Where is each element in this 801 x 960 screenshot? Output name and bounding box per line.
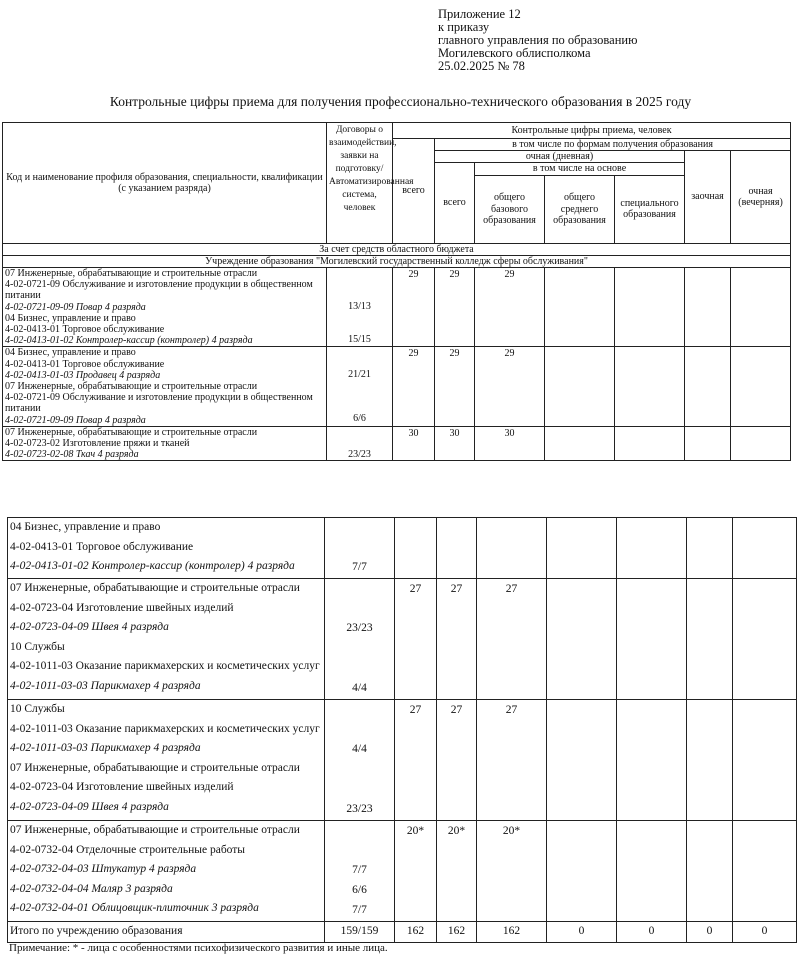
empty-cell: [731, 426, 791, 461]
empty-cell: [615, 347, 685, 426]
table-row: [3, 347, 791, 426]
table-row: [8, 518, 797, 579]
specialty-line: 4-02-1011-03 Оказание парикмахерских и косметических услуг: [10, 660, 320, 673]
specialty-line: 4-02-0721-09-09 Повар 4 разряда: [5, 414, 146, 426]
empty-cell: [733, 579, 797, 700]
contracts-value: 23/23: [346, 622, 373, 635]
empty-cell: [547, 579, 617, 700]
appendix-line: Могилевского облисполкома: [438, 46, 591, 60]
header-fulltime: очная (дневная): [435, 151, 685, 163]
specialty-line: 4-02-1011-03 Оказание парикмахерских и косметических услуг: [10, 722, 320, 735]
empty-cell: [731, 347, 791, 426]
contracts-value: 7/7: [352, 864, 367, 877]
contracts-value: [327, 821, 392, 841]
cell-ft-total: 27: [437, 700, 477, 821]
contracts-value: 6/6: [353, 413, 366, 425]
totals-evening: 0: [733, 922, 797, 943]
empty-cell: [687, 821, 733, 922]
institution-row: Учреждение образования "Могилевский государственный колледж сферы обслуживания": [3, 255, 791, 267]
header-control-figures: Контрольные цифры приема, человек: [393, 123, 791, 139]
specialty-line: 4-02-0723-02 Изготовление пряжи и тканей: [5, 438, 190, 450]
header-contracts: Договоры о взаимодействии, заявки на подготовку/ Автоматизированная система, человек: [327, 123, 393, 244]
specialty-line: 4-02-0721-09 Обслуживание и изготовление продукции в общественном питании: [5, 392, 313, 415]
contracts-value: [329, 312, 390, 323]
contracts-value: [327, 599, 392, 619]
contracts-value: [329, 391, 390, 413]
contracts-cell: [325, 518, 395, 579]
specialty-line: 07 Инженерные, обрабатывающие и строительные отрасли: [10, 582, 300, 594]
table-body-part2: [8, 518, 797, 922]
contracts-value: 7/7: [352, 561, 367, 574]
header-correspondence: заочная: [685, 151, 731, 243]
header-basic: общего базового образования: [475, 175, 545, 243]
contracts-value: [329, 323, 390, 334]
specialty-line: 4-02-0413-01-02 Контролер-кассир (контролер) 4 разряда: [10, 560, 295, 573]
contracts-value: [329, 438, 390, 449]
table-row: [8, 579, 797, 700]
table-header: [3, 123, 791, 244]
cell-total: [395, 518, 437, 579]
specialty-line: 4-02-0732-04-03 Штукатур 4 разряда: [10, 863, 197, 876]
cell-ft-total: 29: [435, 268, 475, 347]
totals-label: Итого по учреждению образования: [8, 922, 325, 943]
specialty-line: 07 Инженерные, обрабатывающие и строительные отрасли: [10, 761, 300, 774]
empty-cell: [687, 579, 733, 700]
specialty-cell: [8, 579, 325, 700]
empty-cell: [685, 268, 731, 347]
contracts-value: [327, 841, 392, 861]
specialty-line: 4-02-0732-04 Отделочные строительные работы: [10, 843, 246, 856]
appendix-line: 25.02.2025 № 78: [438, 59, 525, 73]
cell-basic: 29: [475, 268, 545, 347]
empty-cell: [545, 426, 615, 461]
empty-cell: [547, 821, 617, 922]
contracts-value: [327, 659, 392, 679]
empty-cell: [547, 518, 617, 579]
contracts-value: 13/13: [348, 300, 371, 312]
totals-correspondence: 0: [687, 922, 733, 943]
contracts-value: 21/21: [348, 369, 371, 381]
contracts-value: 23/23: [346, 803, 373, 816]
cell-ft-total: 29: [435, 347, 475, 426]
empty-cell: [617, 821, 687, 922]
specialty-line: 04 Бизнес, управление и право: [5, 312, 136, 324]
specialty-cell: [3, 268, 327, 347]
contracts-value: [327, 579, 392, 599]
cell-basic: 30: [475, 426, 545, 461]
admission-table: [2, 122, 791, 461]
totals-basic: 162: [477, 922, 547, 943]
specialty-line: 4-02-1011-03-03 Парикмахер 4 разряда: [10, 679, 201, 692]
empty-cell: [731, 268, 791, 347]
cell-total: 29: [393, 347, 435, 426]
contracts-cell: [327, 347, 393, 426]
specialty-line: 4-02-0413-01 Торговое обслуживание: [5, 324, 165, 336]
specialty-line: 4-02-0413-01-03 Продавец 4 разряда: [5, 369, 161, 381]
specialty-line: 07 Инженерные, обрабатывающие и строительные отрасли: [5, 381, 258, 393]
empty-cell: [733, 518, 797, 579]
cell-total: 20*: [395, 821, 437, 922]
empty-cell: [545, 268, 615, 347]
contracts-value: 7/7: [352, 904, 367, 917]
specialty-line: 4-02-0723-02-08 Ткач 4 разряда: [5, 449, 139, 461]
appendix-line: к приказу: [438, 20, 490, 34]
header-evening: очная (вечерняя): [731, 151, 791, 243]
empty-cell: [687, 518, 733, 579]
contracts-value: [329, 427, 390, 438]
empty-cell: [685, 426, 731, 461]
contracts-value: 6/6: [352, 884, 367, 897]
specialty-line: 10 Службы: [10, 703, 65, 715]
specialty-cell: [8, 700, 325, 821]
table-row: [3, 268, 791, 347]
totals-special: 0: [617, 922, 687, 943]
empty-cell: [733, 700, 797, 821]
empty-cell: [615, 268, 685, 347]
specialty-line: 07 Инженерные, обрабатывающие и строительные отрасли: [5, 268, 258, 280]
specialty-line: 4-02-0413-01 Торговое обслуживание: [5, 358, 165, 370]
totals-contracts: 159/159: [325, 922, 395, 943]
header-ft-total: всего: [435, 163, 475, 243]
totals-row: [8, 922, 797, 943]
specialty-line: 4-02-0732-04-04 Маляр 3 разряда: [10, 882, 173, 895]
appendix-line: главного управления по образованию: [438, 33, 638, 47]
cell-basic: 27: [477, 700, 547, 821]
cell-basic: 20*: [477, 821, 547, 922]
specialty-line: 4-02-0732-04-01 Облицовщик-плиточник 3 разряда: [10, 902, 259, 915]
empty-cell: [685, 347, 731, 426]
specialty-line: 4-02-0721-09-09 Повар 4 разряда: [5, 301, 146, 313]
contracts-cell: [325, 821, 395, 922]
specialty-line: 04 Бизнес, управление и право: [5, 347, 136, 359]
specialty-line: 4-02-0723-04 Изготовление швейных изделий: [10, 781, 234, 794]
contracts-value: [327, 700, 392, 720]
cell-ft-total: 30: [435, 426, 475, 461]
contracts-cell: [327, 426, 393, 461]
empty-cell: [617, 579, 687, 700]
specialty-line: 10 Службы: [10, 640, 65, 653]
empty-cell: [687, 700, 733, 821]
specialty-line: 07 Инженерные, обрабатывающие и строительные отрасли: [10, 824, 300, 836]
contracts-value: 4/4: [352, 682, 367, 695]
contracts-value: [327, 518, 392, 538]
specialty-line: 4-02-0721-09 Обслуживание и изготовление продукции в общественном питании: [5, 279, 313, 302]
header-by-forms: в том числе по формам получения образования: [435, 139, 791, 151]
header-including-basis: в том числе на основе: [475, 163, 685, 175]
contracts-value: [329, 358, 390, 369]
funding-row: За счет средств областного бюджета: [3, 243, 791, 255]
header-code-name: Код и наименование профиля образования, специальности, квалификации (с указанием разряда): [3, 123, 327, 244]
contracts-cell: [327, 268, 393, 347]
specialty-line: 4-02-0413-01 Торговое обслуживание: [10, 540, 194, 553]
empty-cell: [733, 821, 797, 922]
cell-total: 30: [393, 426, 435, 461]
cell-ft-total: 27: [437, 579, 477, 700]
table-row: [8, 700, 797, 821]
contracts-value: 15/15: [348, 333, 371, 345]
specialty-line: 4-02-1011-03-03 Парикмахер 4 разряда: [10, 742, 201, 755]
totals-ft-total: 162: [437, 922, 477, 943]
contracts-value: [327, 760, 392, 780]
cell-ft-total: [437, 518, 477, 579]
specialty-cell: [3, 347, 327, 426]
header-total: всего: [393, 139, 435, 244]
document-title: Контрольные цифры приема для получения профессионально-технического образования в 2025 году: [109, 94, 692, 109]
empty-cell: [615, 426, 685, 461]
contracts-value: [327, 639, 392, 659]
contracts-value: [329, 347, 390, 358]
totals-total: 162: [395, 922, 437, 943]
empty-cell: [617, 518, 687, 579]
contracts-value: 23/23: [348, 448, 371, 460]
specialty-cell: [8, 518, 325, 579]
table-row: [8, 821, 797, 922]
contracts-cell: [325, 579, 395, 700]
specialty-cell: [8, 821, 325, 922]
specialty-line: 4-02-0723-04-09 Швея 4 разряда: [10, 800, 169, 813]
specialty-cell: [3, 426, 327, 461]
specialty-line: 4-02-0723-04 Изготовление швейных изделий: [10, 601, 234, 614]
totals-secondary: 0: [547, 922, 617, 943]
appendix-block: [438, 8, 637, 73]
contracts-value: [327, 780, 392, 800]
empty-cell: [617, 700, 687, 821]
cell-total: 27: [395, 579, 437, 700]
contracts-cell: [325, 700, 395, 821]
cell-total: 27: [395, 700, 437, 821]
cell-basic: 29: [475, 347, 545, 426]
footnote: Примечание: * - лица с особенностями психофизического развития и иные лица.: [9, 942, 388, 954]
specialty-line: 04 Бизнес, управление и право: [10, 521, 161, 533]
table-row: [3, 426, 791, 461]
specialty-line: 07 Инженерные, обрабатывающие и строительные отрасли: [5, 426, 258, 438]
cell-ft-total: 20*: [437, 821, 477, 922]
contracts-value: [329, 380, 390, 391]
header-special: специального образования: [615, 175, 685, 243]
specialty-line: 4-02-0723-04-09 Швея 4 разряда: [10, 621, 169, 634]
header-secondary: общего среднего образования: [545, 175, 615, 243]
admission-table-continued: [7, 517, 797, 943]
empty-cell: [545, 347, 615, 426]
contracts-value: [327, 538, 392, 558]
specialty-line: 4-02-0413-01-02 Контролер-кассир (контролер) 4 разряда: [5, 335, 253, 347]
contracts-value: [329, 279, 390, 301]
cell-basic: [477, 518, 547, 579]
contracts-value: [327, 720, 392, 740]
contracts-value: [329, 268, 390, 279]
appendix-line: Приложение 12: [438, 7, 521, 21]
empty-cell: [547, 700, 617, 821]
table-body-part1: [3, 268, 791, 461]
cell-total: 29: [393, 268, 435, 347]
cell-basic: 27: [477, 579, 547, 700]
contracts-value: 4/4: [352, 743, 367, 756]
